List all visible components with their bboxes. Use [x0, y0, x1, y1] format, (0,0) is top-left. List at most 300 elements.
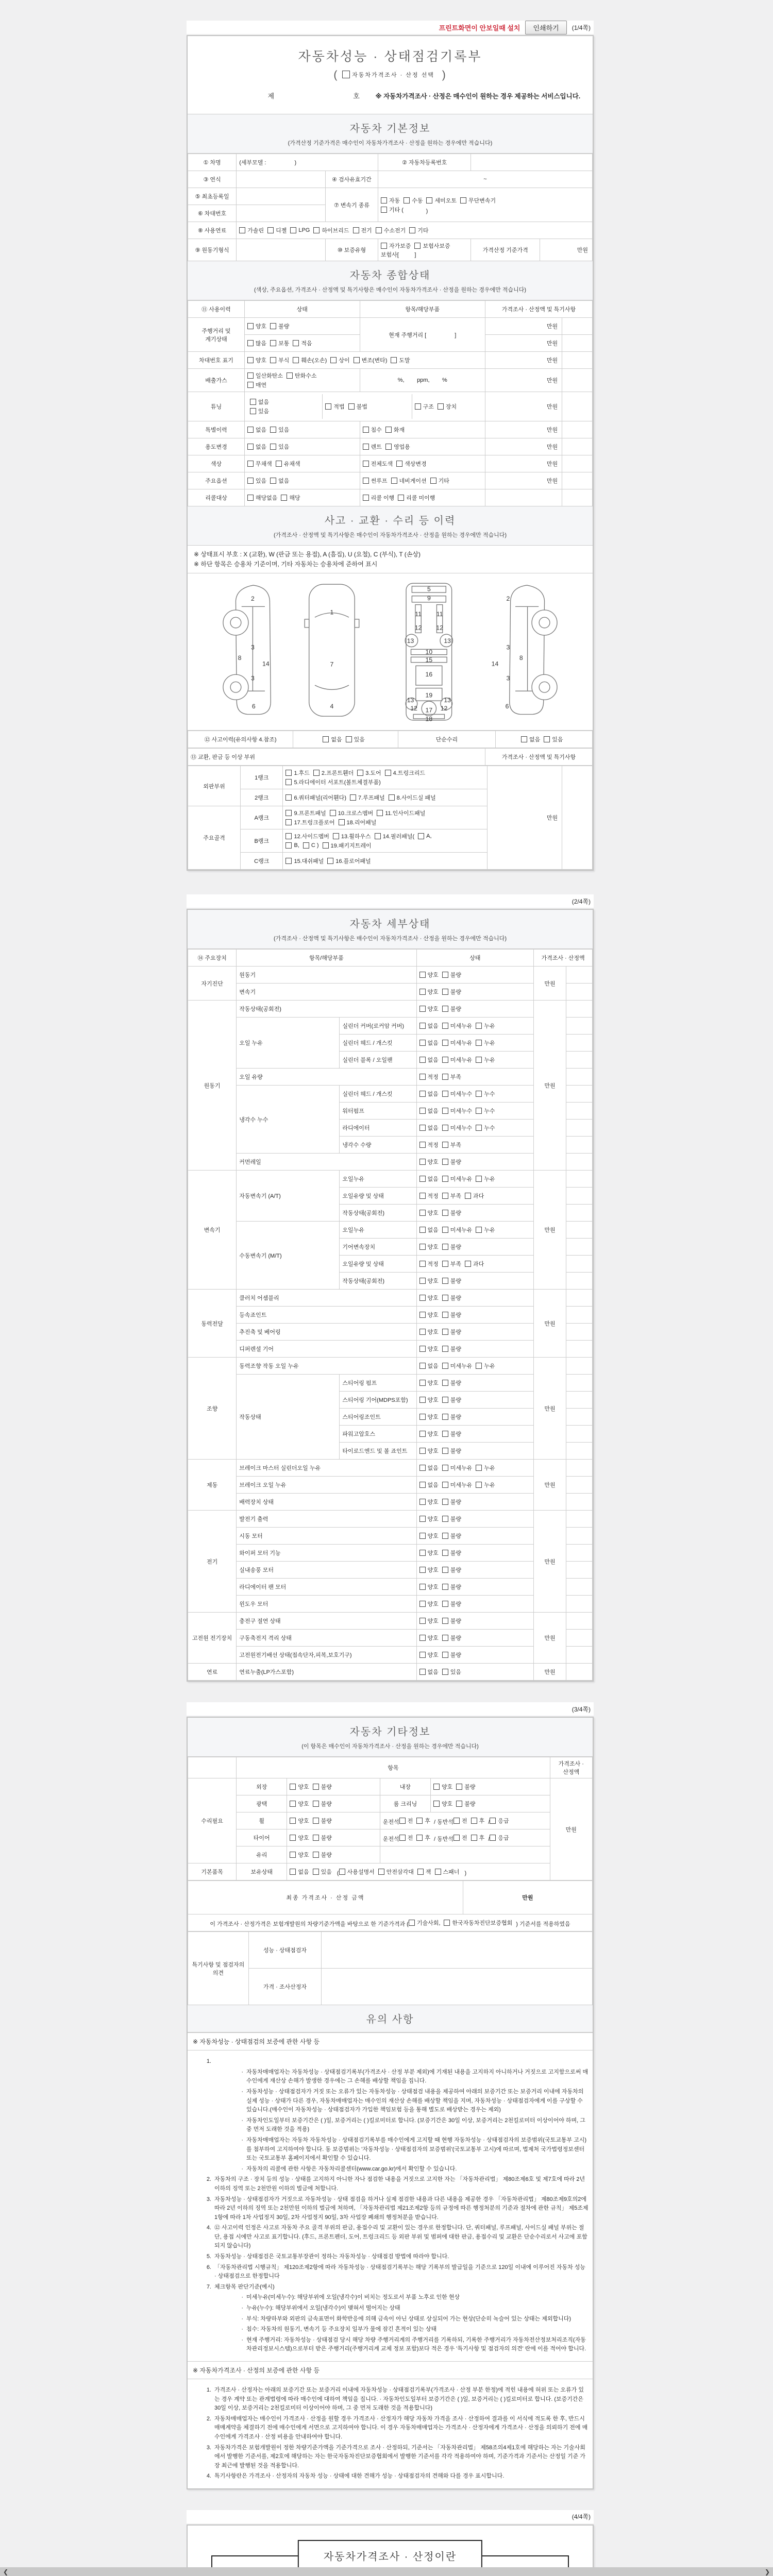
checkbox-option[interactable]	[267, 226, 287, 234]
checkbox-option[interactable]	[442, 1141, 461, 1149]
checkbox-option[interactable]	[442, 1158, 461, 1166]
checkbox[interactable]	[323, 842, 329, 849]
checkbox-option[interactable]	[490, 1817, 509, 1825]
checkbox-option[interactable]	[419, 1362, 439, 1370]
checkbox-option[interactable]	[247, 356, 266, 364]
checkbox[interactable]	[476, 1023, 482, 1029]
print-button[interactable]: 인쇄하기	[525, 21, 566, 35]
checkbox-option[interactable]	[419, 1039, 439, 1047]
checkbox[interactable]	[442, 1210, 448, 1216]
checkbox[interactable]	[247, 461, 254, 467]
checkbox[interactable]	[354, 357, 360, 363]
checkbox[interactable]	[442, 1533, 448, 1539]
checkbox-option[interactable]	[339, 818, 377, 826]
checkbox[interactable]	[250, 399, 256, 405]
checkbox-option[interactable]	[419, 1532, 439, 1540]
checkbox[interactable]	[456, 1784, 462, 1790]
checkbox[interactable]	[419, 1057, 426, 1063]
checkbox[interactable]	[385, 444, 392, 450]
checkbox-option[interactable]	[363, 494, 395, 502]
checkbox[interactable]	[471, 1835, 477, 1841]
checkbox[interactable]	[313, 1784, 319, 1790]
checkbox-option[interactable]	[270, 443, 289, 451]
checkbox-option[interactable]	[247, 460, 272, 468]
checkbox-option[interactable]	[419, 1260, 439, 1268]
checkbox-option[interactable]	[465, 1260, 484, 1268]
checkbox[interactable]	[442, 1006, 448, 1012]
checkbox[interactable]	[391, 357, 397, 363]
checkbox[interactable]	[247, 495, 254, 501]
checkbox-option[interactable]	[442, 1090, 473, 1098]
checkbox[interactable]	[313, 1818, 319, 1824]
checkbox[interactable]	[342, 71, 350, 78]
checkbox[interactable]	[544, 736, 550, 742]
checkbox[interactable]	[456, 1801, 462, 1807]
checkbox[interactable]	[442, 1295, 448, 1301]
checkbox[interactable]	[442, 1091, 448, 1097]
checkbox[interactable]	[381, 243, 387, 249]
checkbox[interactable]	[313, 770, 320, 776]
checkbox-option[interactable]	[239, 226, 264, 234]
checkbox-option[interactable]	[442, 1549, 461, 1557]
checkbox[interactable]	[419, 1091, 426, 1097]
checkbox[interactable]	[419, 1312, 426, 1318]
checkbox[interactable]	[442, 1346, 448, 1352]
checkbox-option[interactable]	[396, 460, 427, 468]
checkbox-option[interactable]	[419, 1583, 439, 1591]
checkbox-option[interactable]	[330, 809, 373, 817]
checkbox[interactable]	[270, 427, 276, 433]
checkbox-option[interactable]	[419, 1005, 439, 1013]
checkbox[interactable]	[476, 1057, 482, 1063]
checkbox-option[interactable]	[442, 1515, 461, 1523]
checkbox[interactable]	[419, 1227, 426, 1233]
checkbox-option[interactable]	[442, 1056, 473, 1064]
checkbox-option[interactable]	[442, 1583, 461, 1591]
checkbox[interactable]	[419, 1414, 426, 1420]
checkbox-option[interactable]	[287, 371, 317, 380]
checkbox-option[interactable]	[313, 769, 354, 777]
checkbox-option[interactable]	[471, 1834, 485, 1842]
checkbox-option[interactable]	[270, 426, 289, 434]
checkbox[interactable]	[521, 736, 527, 742]
checkbox-option[interactable]	[442, 1124, 473, 1132]
checkbox[interactable]	[419, 1295, 426, 1301]
checkbox-option[interactable]	[247, 371, 283, 380]
checkbox-option[interactable]	[419, 1396, 439, 1404]
checkbox-option[interactable]	[442, 1022, 473, 1030]
checkbox-option[interactable]	[327, 857, 371, 865]
checkbox-option[interactable]	[313, 1834, 332, 1842]
checkbox[interactable]	[419, 1074, 426, 1080]
checkbox[interactable]	[442, 972, 448, 978]
checkbox[interactable]	[290, 1801, 296, 1807]
checkbox[interactable]	[419, 1516, 426, 1522]
checkbox[interactable]	[323, 736, 329, 742]
checkbox[interactable]	[247, 444, 254, 450]
checkbox-option[interactable]	[285, 778, 380, 786]
checkbox[interactable]	[442, 1652, 448, 1658]
checkbox-option[interactable]	[250, 398, 269, 406]
checkbox[interactable]	[419, 1550, 426, 1556]
checkbox-option[interactable]	[350, 793, 385, 802]
checkbox-option[interactable]	[521, 735, 540, 743]
checkbox[interactable]	[270, 357, 276, 363]
checkbox[interactable]	[313, 1852, 319, 1858]
checkbox-option[interactable]	[419, 1651, 439, 1659]
checkbox[interactable]	[303, 842, 309, 849]
checkbox[interactable]	[381, 207, 387, 213]
checkbox[interactable]	[476, 1108, 482, 1114]
checkbox[interactable]	[433, 1784, 440, 1790]
checkbox[interactable]	[442, 1312, 448, 1318]
checkbox[interactable]	[330, 810, 336, 816]
checkbox[interactable]	[270, 478, 276, 484]
checkbox-option[interactable]	[276, 460, 300, 468]
checkbox-option[interactable]	[409, 226, 428, 234]
checkbox-option[interactable]	[442, 1039, 473, 1047]
checkbox[interactable]	[363, 427, 369, 433]
checkbox-option[interactable]	[313, 1800, 332, 1808]
scroll-right-arrow-icon[interactable]: ❯	[764, 2568, 770, 2575]
checkbox[interactable]	[363, 461, 369, 467]
checkbox-option[interactable]	[247, 426, 266, 434]
checkbox[interactable]	[348, 403, 355, 410]
checkbox[interactable]	[285, 833, 292, 839]
checkbox[interactable]	[353, 227, 359, 233]
checkbox[interactable]	[419, 1431, 426, 1437]
checkbox-option[interactable]	[442, 1566, 461, 1574]
checkbox-option[interactable]	[460, 196, 496, 205]
checkbox[interactable]	[419, 1567, 426, 1573]
checkbox[interactable]	[442, 1125, 448, 1131]
checkbox-option[interactable]	[419, 1311, 439, 1319]
checkbox[interactable]	[476, 1040, 482, 1046]
checkbox[interactable]	[442, 1261, 448, 1267]
checkbox[interactable]	[330, 357, 337, 363]
checkbox-option[interactable]	[476, 1226, 495, 1234]
checkbox-option[interactable]	[399, 1834, 413, 1842]
checkbox-option[interactable]	[378, 1868, 414, 1876]
checkbox-option[interactable]	[476, 1039, 495, 1047]
checkbox[interactable]	[444, 1920, 450, 1926]
checkbox[interactable]	[476, 1363, 482, 1369]
checkbox[interactable]	[419, 1159, 426, 1165]
checkbox[interactable]	[290, 1818, 296, 1824]
checkbox[interactable]	[419, 1125, 426, 1131]
checkbox-option[interactable]	[342, 71, 434, 79]
checkbox[interactable]	[442, 1567, 448, 1573]
checkbox[interactable]	[442, 1363, 448, 1369]
checkbox-option[interactable]	[363, 477, 388, 485]
checkbox-option[interactable]	[363, 426, 382, 434]
checkbox[interactable]	[285, 819, 292, 825]
checkbox-option[interactable]	[385, 769, 425, 777]
checkbox-option[interactable]	[442, 1226, 473, 1234]
checkbox[interactable]	[490, 1835, 496, 1841]
checkbox[interactable]	[442, 1601, 448, 1607]
checkbox-option[interactable]	[419, 1430, 439, 1438]
checkbox-option[interactable]	[290, 1817, 309, 1825]
checkbox[interactable]	[290, 227, 296, 233]
checkbox-option[interactable]	[419, 1090, 439, 1098]
checkbox[interactable]	[419, 1142, 426, 1148]
checkbox[interactable]	[285, 858, 292, 864]
checkbox[interactable]	[419, 1278, 426, 1284]
checkbox[interactable]	[442, 1431, 448, 1437]
checkbox-option[interactable]	[419, 1413, 439, 1421]
checkbox-option[interactable]	[313, 1868, 332, 1876]
checkbox-option[interactable]	[419, 1345, 439, 1353]
checkbox[interactable]	[419, 1006, 426, 1012]
checkbox-option[interactable]	[442, 1209, 461, 1217]
checkbox[interactable]	[416, 1818, 423, 1824]
checkbox[interactable]	[419, 1669, 426, 1675]
checkbox-option[interactable]	[313, 1817, 332, 1825]
checkbox-option[interactable]	[270, 356, 289, 364]
checkbox-option[interactable]	[544, 735, 563, 743]
checkbox-option[interactable]	[442, 1396, 461, 1404]
checkbox[interactable]	[465, 1261, 471, 1267]
checkbox[interactable]	[325, 403, 331, 410]
checkbox[interactable]	[442, 1499, 448, 1505]
checkbox[interactable]	[442, 1465, 448, 1471]
checkbox-option[interactable]	[476, 1056, 495, 1064]
checkbox-option[interactable]	[419, 1328, 439, 1336]
checkbox[interactable]	[250, 408, 256, 414]
checkbox-option[interactable]	[465, 1192, 484, 1200]
checkbox-option[interactable]	[442, 1600, 461, 1608]
checkbox-option[interactable]	[476, 1090, 495, 1098]
checkbox-option[interactable]	[363, 460, 393, 468]
checkbox-option[interactable]	[247, 477, 266, 485]
checkbox-option[interactable]	[247, 339, 266, 347]
checkbox[interactable]	[375, 833, 381, 839]
checkbox-option[interactable]	[381, 196, 400, 205]
checkbox[interactable]	[419, 1329, 426, 1335]
checkbox[interactable]	[399, 1835, 406, 1841]
checkbox[interactable]	[247, 340, 254, 346]
checkbox-option[interactable]	[285, 832, 329, 840]
checkbox[interactable]	[442, 1278, 448, 1284]
checkbox[interactable]	[247, 478, 254, 484]
checkbox-option[interactable]	[442, 988, 461, 996]
checkbox-option[interactable]	[270, 322, 289, 330]
checkbox[interactable]	[285, 794, 292, 801]
checkbox-option[interactable]	[285, 842, 299, 849]
checkbox[interactable]	[313, 1869, 319, 1875]
checkbox-option[interactable]	[409, 1919, 441, 1927]
checkbox-option[interactable]	[247, 322, 266, 330]
checkbox[interactable]	[290, 1784, 296, 1790]
checkbox-option[interactable]	[442, 1192, 461, 1200]
checkbox-option[interactable]	[442, 1260, 461, 1268]
checkbox-option[interactable]	[419, 1668, 439, 1676]
checkbox[interactable]	[267, 227, 274, 233]
checkbox[interactable]	[385, 770, 391, 776]
checkbox-option[interactable]	[293, 339, 312, 347]
checkbox-option[interactable]	[414, 242, 450, 250]
checkbox[interactable]	[442, 1329, 448, 1335]
checkbox-option[interactable]	[476, 1175, 495, 1183]
checkbox[interactable]	[419, 1448, 426, 1454]
checkbox[interactable]	[346, 736, 352, 742]
checkbox[interactable]	[476, 1091, 482, 1097]
checkbox-option[interactable]	[313, 1851, 332, 1859]
checkbox-option[interactable]	[385, 443, 410, 451]
checkbox-option[interactable]	[419, 1634, 439, 1642]
checkbox-option[interactable]	[285, 793, 346, 802]
checkbox[interactable]	[460, 197, 466, 204]
checkbox-option[interactable]	[290, 1783, 309, 1791]
checkbox[interactable]	[247, 357, 254, 363]
checkbox[interactable]	[385, 427, 392, 433]
checkbox-option[interactable]	[442, 971, 461, 979]
checkbox-option[interactable]	[433, 1800, 452, 1808]
checkbox-option[interactable]	[442, 1073, 461, 1081]
checkbox[interactable]	[442, 1159, 448, 1165]
checkbox-option[interactable]	[444, 1919, 512, 1927]
checkbox[interactable]	[270, 340, 276, 346]
checkbox-option[interactable]	[348, 402, 367, 411]
checkbox-option[interactable]	[339, 1868, 375, 1876]
checkbox[interactable]	[339, 1869, 345, 1875]
checkbox[interactable]	[419, 1652, 426, 1658]
checkbox[interactable]	[476, 1227, 482, 1233]
checkbox-option[interactable]	[419, 1549, 439, 1557]
checkbox[interactable]	[442, 1023, 448, 1029]
checkbox-option[interactable]	[391, 356, 410, 364]
checkbox-option[interactable]	[456, 1800, 475, 1808]
checkbox-option[interactable]	[391, 477, 427, 485]
checkbox[interactable]	[419, 1601, 426, 1607]
checkbox[interactable]	[442, 1142, 448, 1148]
checkbox-option[interactable]	[250, 407, 269, 415]
checkbox-option[interactable]	[285, 809, 326, 817]
checkbox-option[interactable]	[419, 1498, 439, 1506]
checkbox[interactable]	[419, 1210, 426, 1216]
checkbox[interactable]	[327, 858, 333, 864]
checkbox[interactable]	[270, 323, 276, 329]
checkbox[interactable]	[442, 1618, 448, 1624]
checkbox[interactable]	[442, 989, 448, 995]
checkbox-option[interactable]	[323, 735, 342, 743]
checkbox[interactable]	[442, 1448, 448, 1454]
checkbox[interactable]	[285, 779, 292, 785]
checkbox-option[interactable]	[270, 477, 289, 485]
checkbox[interactable]	[247, 382, 254, 388]
checkbox[interactable]	[419, 1363, 426, 1369]
checkbox[interactable]	[442, 1057, 448, 1063]
checkbox-option[interactable]	[313, 1783, 332, 1791]
checkbox[interactable]	[378, 1869, 384, 1875]
checkbox[interactable]	[442, 1193, 448, 1199]
checkbox[interactable]	[476, 1482, 482, 1488]
checkbox[interactable]	[419, 972, 426, 978]
checkbox[interactable]	[415, 403, 421, 410]
checkbox[interactable]	[270, 444, 276, 450]
checkbox-option[interactable]	[346, 735, 365, 743]
checkbox-option[interactable]	[442, 1175, 473, 1183]
checkbox-option[interactable]	[353, 226, 372, 234]
checkbox-option[interactable]	[442, 1634, 461, 1642]
checkbox-option[interactable]	[442, 1294, 461, 1302]
checkbox[interactable]	[404, 197, 410, 204]
checkbox[interactable]	[377, 810, 383, 816]
checkbox[interactable]	[419, 1261, 426, 1267]
checkbox-option[interactable]	[376, 226, 406, 234]
checkbox[interactable]	[398, 495, 404, 501]
checkbox-option[interactable]	[419, 1175, 439, 1183]
checkbox-option[interactable]	[290, 1851, 309, 1859]
checkbox[interactable]	[442, 1669, 448, 1675]
checkbox[interactable]	[453, 1835, 460, 1841]
checkbox-option[interactable]	[433, 1783, 452, 1791]
checkbox-option[interactable]	[418, 833, 431, 839]
checkbox[interactable]	[313, 1835, 319, 1841]
checkbox[interactable]	[409, 227, 415, 233]
checkbox-option[interactable]	[285, 818, 334, 826]
checkbox-option[interactable]	[285, 857, 324, 865]
checkbox[interactable]	[416, 1835, 423, 1841]
checkbox-option[interactable]	[476, 1107, 495, 1115]
checkbox-option[interactable]	[281, 494, 300, 502]
checkbox-option[interactable]	[357, 769, 381, 777]
checkbox-option[interactable]	[419, 1141, 439, 1149]
checkbox-option[interactable]	[325, 402, 344, 411]
checkbox-option[interactable]	[442, 1651, 461, 1659]
checkbox-option[interactable]	[453, 1834, 467, 1842]
checkbox-option[interactable]	[419, 1481, 439, 1489]
checkbox[interactable]	[287, 372, 293, 379]
checkbox[interactable]	[442, 1482, 448, 1488]
checkbox[interactable]	[376, 227, 382, 233]
checkbox-option[interactable]	[419, 1379, 439, 1387]
checkbox[interactable]	[442, 1176, 448, 1182]
checkbox-option[interactable]	[330, 356, 349, 364]
checkbox[interactable]	[433, 1801, 440, 1807]
checkbox[interactable]	[442, 1074, 448, 1080]
checkbox-option[interactable]	[442, 1413, 461, 1421]
checkbox-option[interactable]	[290, 1868, 309, 1876]
checkbox[interactable]	[419, 1346, 426, 1352]
checkbox-option[interactable]	[416, 1817, 430, 1825]
checkbox-option[interactable]	[398, 494, 435, 502]
checkbox[interactable]	[290, 1852, 296, 1858]
checkbox[interactable]	[363, 478, 369, 484]
checkbox-option[interactable]	[419, 1022, 439, 1030]
checkbox[interactable]	[419, 1584, 426, 1590]
checkbox-option[interactable]	[404, 196, 423, 205]
checkbox[interactable]	[247, 372, 254, 379]
checkbox-option[interactable]	[419, 1107, 439, 1115]
checkbox[interactable]	[247, 427, 254, 433]
checkbox[interactable]	[471, 1818, 477, 1824]
checkbox-option[interactable]	[303, 842, 319, 849]
checkbox-option[interactable]	[476, 1022, 495, 1030]
print-install-link[interactable]: 프린트화면이 안보일때 설치	[439, 24, 520, 32]
checkbox[interactable]	[381, 197, 387, 204]
checkbox[interactable]	[313, 1801, 319, 1807]
checkbox-option[interactable]	[416, 1834, 430, 1842]
checkbox[interactable]	[430, 478, 436, 484]
checkbox[interactable]	[419, 1108, 426, 1114]
checkbox-option[interactable]	[442, 1243, 461, 1251]
checkbox-option[interactable]	[442, 1498, 461, 1506]
checkbox[interactable]	[435, 1869, 441, 1875]
checkbox-option[interactable]	[419, 1464, 439, 1472]
checkbox[interactable]	[391, 478, 397, 484]
